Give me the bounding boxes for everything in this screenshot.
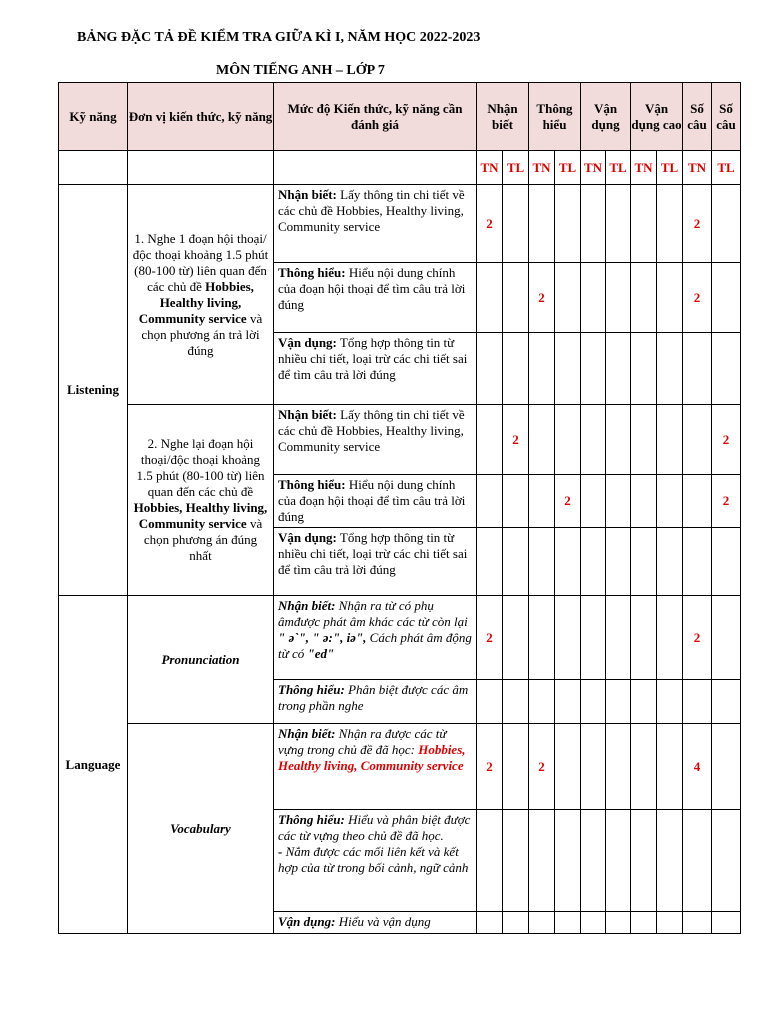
spec-table bbox=[58, 82, 741, 934]
unit-topics: Hobbies, Healthy living, Community service bbox=[138, 278, 254, 326]
level-label: Nhận biết: bbox=[278, 598, 336, 613]
level-sounds: " ə`", " ə:", iə", bbox=[278, 630, 367, 645]
document-title: BẢNG ĐẶC TẢ ĐỀ KIỂM TRA GIỮA KÌ I, NĂM HỌC 2022-2023 bbox=[77, 30, 481, 45]
level-nhan-biet bbox=[274, 405, 477, 475]
level-van-dung bbox=[274, 528, 477, 596]
unit-text: và chọn phương án đúng nhất bbox=[143, 516, 263, 563]
sub-tl: TL bbox=[712, 151, 741, 185]
skill-language: Language bbox=[59, 596, 128, 934]
table-row bbox=[59, 185, 741, 263]
unit-listening-2 bbox=[128, 405, 274, 596]
subheader-row bbox=[59, 151, 741, 185]
level-text: Hiểu và vận dụng bbox=[335, 914, 431, 929]
level-text: Cách phát âm động từ có bbox=[278, 630, 472, 661]
level-nhan-biet bbox=[274, 596, 477, 680]
level-van-dung bbox=[274, 912, 477, 934]
level-label: Thông hiểu: bbox=[278, 812, 345, 827]
sub-tn: TN bbox=[529, 151, 555, 185]
count-cell: 2 bbox=[477, 596, 503, 680]
level-text: Hiểu nội dung chính của đoạn hội thoại để tìm câu trả lời đúng bbox=[278, 477, 466, 524]
unit-listening-1 bbox=[128, 185, 274, 405]
total-cell: 2 bbox=[683, 263, 712, 333]
sub-tn: TN bbox=[581, 151, 606, 185]
header-unit: Đơn vị kiến thức, kỹ năng bbox=[128, 83, 274, 151]
header-nhan-biet: Nhận biết bbox=[477, 83, 529, 151]
total-cell: 2 bbox=[712, 405, 741, 475]
header-row bbox=[59, 83, 741, 151]
sub-tl: TL bbox=[606, 151, 631, 185]
count-cell: 2 bbox=[529, 263, 555, 333]
header-so-cau-tl: Số câu bbox=[712, 83, 741, 151]
sub-tn: TN bbox=[631, 151, 657, 185]
bullet-dash: - bbox=[278, 844, 286, 859]
count-cell: 2 bbox=[477, 724, 503, 810]
level-text: Nhận ra được các từ vựng trong chủ đề đã học: bbox=[278, 726, 447, 757]
total-cell: 2 bbox=[683, 596, 712, 680]
total-cell: 2 bbox=[683, 185, 712, 263]
level-thong-hieu bbox=[274, 263, 477, 333]
empty-cell bbox=[128, 151, 274, 185]
level-topics: Hobbies, Healthy living, Community service bbox=[278, 742, 466, 773]
level-text: Tổng hợp thông tin từ nhiều chi tiết, loại trừ các chi tiết sai để tìm câu trả lời đúng bbox=[278, 335, 468, 382]
level-thong-hieu bbox=[274, 810, 477, 912]
unit-topics: Hobbies, Healthy living, Community service bbox=[133, 500, 268, 531]
total-cell: 4 bbox=[683, 724, 712, 810]
level-van-dung bbox=[274, 333, 477, 405]
table-row bbox=[59, 724, 741, 810]
level-nhan-biet bbox=[274, 185, 477, 263]
level-thong-hieu bbox=[274, 680, 477, 724]
level-label: Nhận biết: bbox=[278, 187, 337, 202]
document-subtitle: MÔN TIẾNG ANH – LỚP 7 bbox=[216, 63, 385, 78]
unit-vocabulary: Vocabulary bbox=[128, 724, 274, 934]
header-van-dung-cao: Vận dụng cao bbox=[631, 83, 683, 151]
empty-cell bbox=[59, 151, 128, 185]
level-label: Thông hiểu: bbox=[278, 682, 345, 697]
level-label: Vận dụng: bbox=[278, 530, 337, 545]
level-label: Thông hiểu: bbox=[278, 265, 346, 280]
count-cell: 2 bbox=[529, 724, 555, 810]
sub-tn: TN bbox=[477, 151, 503, 185]
unit-text: 1. Nghe 1 đoạn hội thoại/độc thoại khoảng 1.5 phút (80-100 từ) liên quan đến các chủ đề bbox=[132, 230, 269, 294]
header-so-cau-tn: Số câu bbox=[683, 83, 712, 151]
level-thong-hieu bbox=[274, 475, 477, 528]
sub-tn: TN bbox=[683, 151, 712, 185]
sub-tl: TL bbox=[657, 151, 683, 185]
level-text: Tổng hợp thông tin từ nhiều chi tiết, loại trừ các chi tiết sai để tìm câu trả lời đúng bbox=[278, 530, 468, 577]
count-cell: 2 bbox=[503, 405, 529, 475]
header-skill: Kỹ năng bbox=[59, 83, 128, 151]
unit-text: và chọn phương án trả lời đúng bbox=[141, 310, 263, 358]
header-level: Mức độ Kiến thức, kỹ năng cần đánh giá bbox=[274, 83, 477, 151]
count-cell: 2 bbox=[555, 475, 581, 528]
unit-pronunciation: Pronunciation bbox=[128, 596, 274, 724]
level-label: Nhận biết: bbox=[278, 407, 337, 422]
level-label: Vận dụng: bbox=[278, 914, 336, 929]
skill-listening: Listening bbox=[59, 185, 128, 596]
header-van-dung: Vận dụng bbox=[581, 83, 631, 151]
table-row bbox=[59, 405, 741, 475]
level-text: Lấy thông tin chi tiết về các chủ đề Hobbies, Healthy living, Community service bbox=[278, 407, 465, 454]
level-text: Hiểu nội dung chính của đoạn hội thoại để tìm câu trả lời đúng bbox=[278, 265, 466, 312]
level-label: Vận dụng: bbox=[278, 335, 337, 350]
count-cell: 2 bbox=[477, 185, 503, 263]
level-ed: "ed" bbox=[307, 646, 335, 661]
level-text: Phân biệt được các âm trong phần nghe bbox=[278, 682, 469, 713]
level-nhan-biet bbox=[274, 724, 477, 810]
header-thong-hieu: Thông hiểu bbox=[529, 83, 581, 151]
level-text: Nhận ra từ có phụ âmđược phát âm khác các từ còn lại bbox=[278, 598, 468, 629]
unit-text: 2. Nghe lại đoạn hội thoại/độc thoại khoảng 1.5 phút (80-100 từ) liên quan đến các chủ đề bbox=[136, 436, 265, 499]
sub-tl: TL bbox=[503, 151, 529, 185]
level-text: Nắm được các mối liên kết và kết hợp của từ trong bối cảnh, ngữ cảnh bbox=[278, 844, 469, 875]
total-cell: 2 bbox=[712, 475, 741, 528]
level-text: Hiểu và phân biệt được các từ vựng theo chủ đề đã học. bbox=[278, 812, 471, 843]
empty-cell bbox=[274, 151, 477, 185]
level-label: Nhận biết: bbox=[278, 726, 336, 741]
level-text: Lấy thông tin chi tiết về các chủ đề Hobbies, Healthy living, Community service bbox=[278, 187, 465, 234]
sub-tl: TL bbox=[555, 151, 581, 185]
table-row bbox=[59, 596, 741, 680]
level-label: Thông hiểu: bbox=[278, 477, 346, 492]
